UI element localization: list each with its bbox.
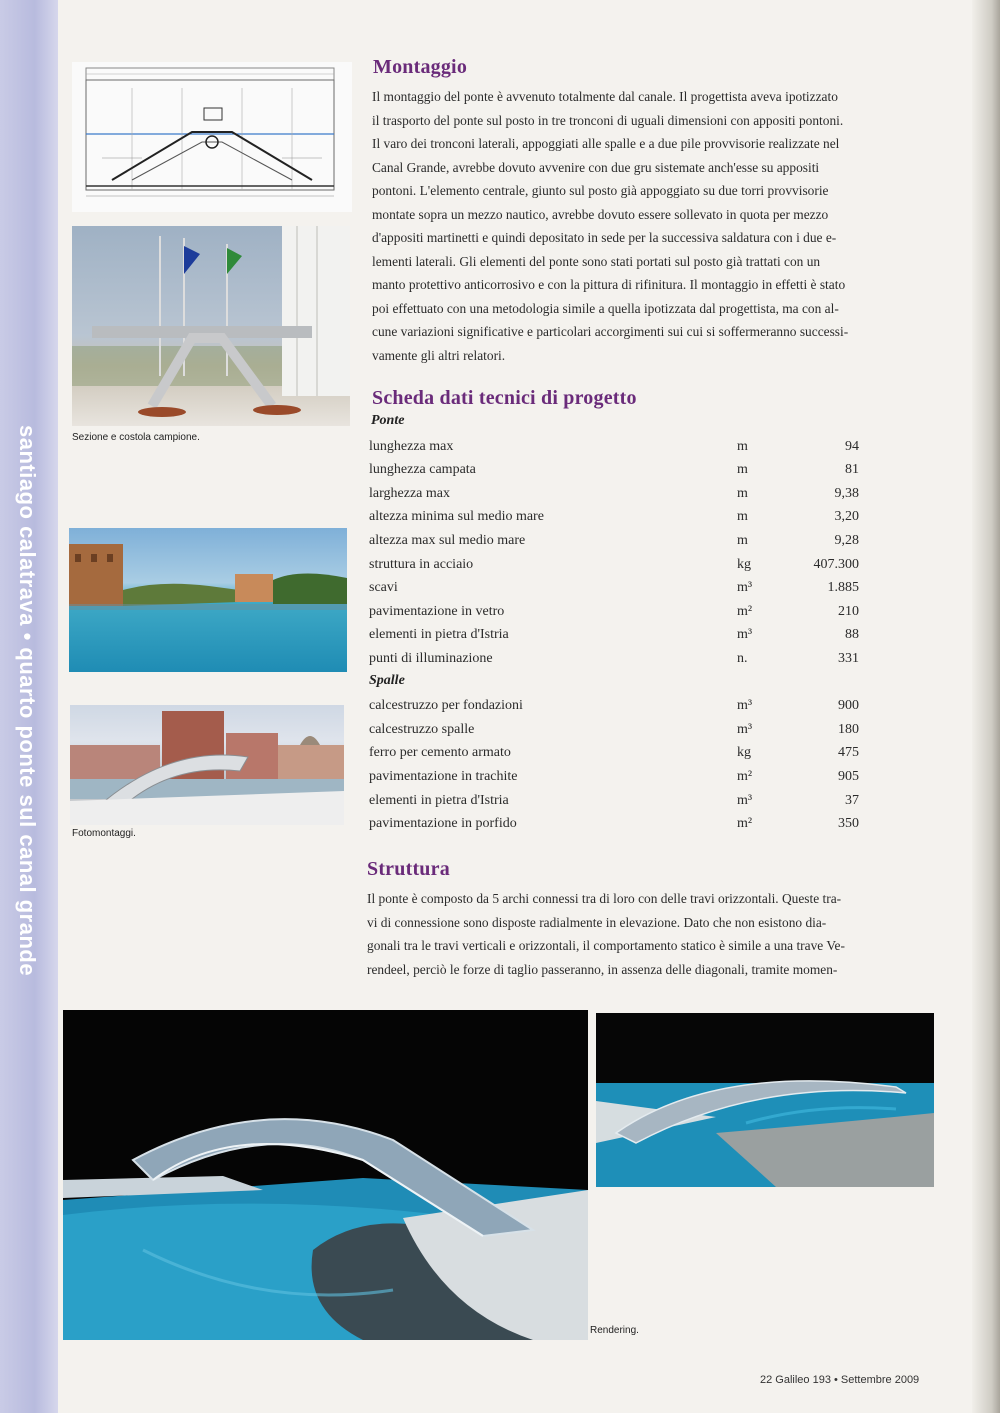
sidebar-title: santiago calatrava • quarto ponte sul canal grande [15, 425, 40, 977]
text-line: manto protettivo anticorrosivo e con la pittura di rifinitura. Il montaggio in effetti è stato [372, 277, 846, 292]
text-line: d'appositi martinetti e quindi depositato in sede per la successiva saldatura con i due e- [372, 230, 837, 245]
text-line: vi di connessione sono disposte radialmente in elevazione. Dato che non esistono dia- [367, 914, 827, 930]
row-label: punti di illuminazione [369, 651, 493, 666]
data-row [369, 769, 889, 792]
text-line: lementi laterali. Gli elementi del ponte sono stati portati sul posto già trattati con un [372, 253, 821, 269]
row-label: lunghezza campata [369, 462, 476, 477]
data-row [369, 627, 889, 650]
row-label: elementi in pietra d'Istria [369, 627, 509, 642]
row-label: calcestruzzo per fondazioni [369, 698, 523, 713]
section-caption: Sezione e costola campione. [72, 432, 200, 443]
data-row [369, 604, 889, 627]
data-row [369, 580, 889, 603]
montaggio-paragraph [372, 85, 848, 367]
text-line: gonali tra le travi verticali e orizzontali, il comportamento statico è simile a una trave Ve- [367, 938, 845, 953]
row-unit: m³ [737, 722, 753, 737]
data-row [369, 533, 889, 556]
row-unit: n. [737, 651, 748, 666]
data-row [369, 439, 889, 462]
data-row [369, 557, 889, 580]
rib-sample-photo [72, 226, 350, 426]
text-line: poi effettuato con una metodologia simile a quella ipotizzata dal progettista, ma con al- [372, 300, 839, 316]
data-row [369, 462, 889, 485]
row-value: 475 [838, 745, 859, 760]
row-unit: m³ [737, 698, 753, 713]
photomontage-caption: Fotomontaggi. [72, 828, 136, 839]
row-value: 9,38 [834, 486, 859, 501]
struttura-heading: Struttura [367, 858, 450, 880]
row-unit: m³ [737, 580, 753, 595]
page-footer: 22 Galileo 193 • Settembre 2009 [760, 1374, 920, 1386]
text-line: Il ponte è composto da 5 archi connessi tra di loro con delle travi orizzontali. Queste tra- [367, 891, 842, 906]
data-row [369, 509, 889, 532]
row-value: 81 [845, 462, 859, 477]
struttura-paragraph [367, 887, 845, 981]
row-unit: m³ [737, 793, 753, 808]
row-label: scavi [369, 580, 398, 595]
text-line: rendeel, perciò le forze di taglio passeranno, in assenza delle diagonali, tramite momen- [367, 961, 838, 977]
row-label: lunghezza max [369, 439, 454, 454]
page-edge [972, 0, 1000, 1413]
row-label: ferro per cemento armato [369, 745, 511, 760]
row-value: 37 [845, 793, 859, 808]
row-unit: kg [737, 557, 751, 572]
text-line: Canal Grande, avrebbe dovuto avvenire con due gru sistemate anch'esse su appositi [372, 159, 820, 175]
row-label: elementi in pietra d'Istria [369, 793, 509, 808]
row-value: 1.885 [827, 580, 859, 595]
row-value: 900 [838, 698, 859, 713]
text-line: vamente gli altri relatori. [372, 347, 506, 363]
data-row [369, 698, 889, 721]
spalle-subheading: Spalle [369, 673, 405, 688]
rendering-caption: Rendering. [590, 1325, 639, 1336]
row-label: altezza minima sul medio mare [369, 509, 544, 524]
row-label: pavimentazione in vetro [369, 604, 505, 619]
text-line: montate sopra un mezzo nautico, avrebbe dovuto essere sollevato in quota per mezzo [372, 206, 829, 222]
data-row [369, 745, 889, 768]
row-value: 331 [838, 651, 859, 666]
data-row [369, 651, 889, 674]
text-line: pontoni. L'elemento centrale, giunto sul posto già appoggiato su due torri provvisorie [372, 183, 829, 198]
row-value: 94 [845, 439, 859, 454]
row-value: 407.300 [813, 557, 859, 572]
row-unit: m [737, 486, 748, 501]
section-drawing [72, 62, 352, 212]
row-label: struttura in acciaio [369, 557, 474, 572]
text-line: cune variazioni significative e particolari accorgimenti sui cui si soffermeranno successi- [372, 324, 849, 339]
scheda-heading: Scheda dati tecnici di progetto [372, 387, 637, 409]
row-unit: m² [737, 769, 753, 784]
row-value: 905 [838, 769, 859, 784]
row-value: 3,20 [834, 509, 859, 524]
row-value: 210 [838, 604, 859, 619]
row-value: 350 [838, 816, 859, 831]
row-unit: m² [737, 604, 753, 619]
data-row [369, 722, 889, 745]
row-label: altezza max sul medio mare [369, 533, 526, 548]
sidebar-band [0, 0, 58, 1413]
data-row [369, 793, 889, 816]
row-unit: kg [737, 745, 751, 760]
row-unit: m² [737, 816, 753, 831]
text-line: il trasporto del ponte sul posto in tre tronconi di uguali dimensioni con appositi pontoni. [372, 112, 844, 128]
row-label: pavimentazione in porfido [369, 816, 517, 831]
text-line: Il varo dei tronconi laterali, appoggiati alle spalle e a due pile provvisorie realizzate nel [372, 136, 840, 151]
row-label: pavimentazione in trachite [369, 769, 518, 784]
ponte-subheading: Ponte [371, 413, 405, 428]
montaggio-heading: Montaggio [373, 56, 468, 78]
row-value: 180 [838, 722, 859, 737]
text-line: Il montaggio del ponte è avvenuto totalmente dal canale. Il progettista aveva ipotizzato [372, 89, 838, 104]
waterfront-photo [69, 528, 347, 672]
rendering-small [596, 1013, 934, 1187]
data-row [369, 816, 889, 839]
row-value: 88 [845, 627, 859, 642]
row-value: 9,28 [834, 533, 859, 548]
row-label: larghezza max [369, 486, 450, 501]
photomontage-image [70, 705, 344, 825]
row-unit: m [737, 439, 748, 454]
row-unit: m [737, 533, 748, 548]
row-unit: m [737, 509, 748, 524]
rendering-large [63, 1010, 588, 1340]
row-unit: m [737, 462, 748, 477]
data-row [369, 486, 889, 509]
row-label: calcestruzzo spalle [369, 722, 475, 737]
row-unit: m³ [737, 627, 753, 642]
